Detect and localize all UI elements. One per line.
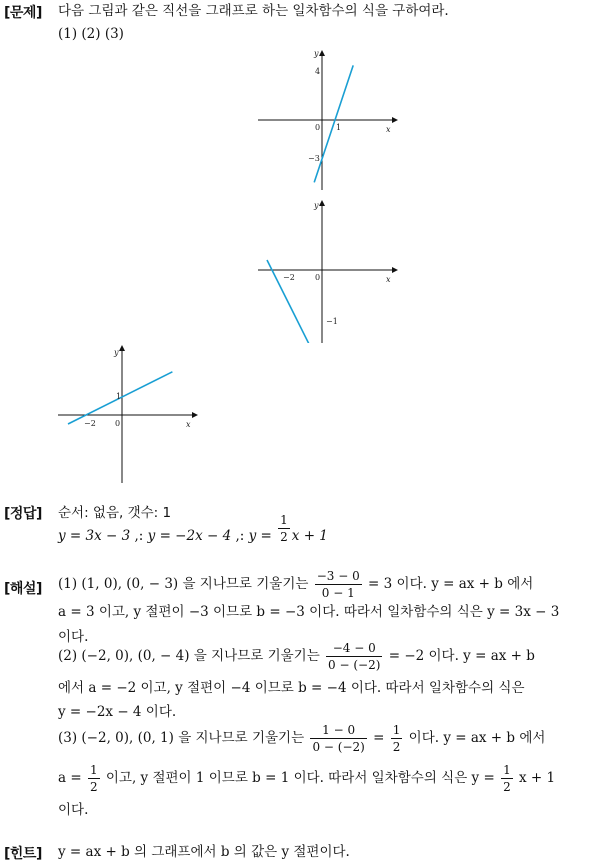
solution-p1-fnum: −3 − 0 (316, 569, 360, 583)
solution-p3-cfrac (88, 762, 100, 795)
answer-2: y = −2x − 4 (147, 528, 232, 544)
hint-text: y = ax + b 의 그래프에서 b 의 값은 y 절편이다. (58, 844, 350, 860)
solution-p2-fnum: −4 − 0 (326, 640, 382, 657)
graph-1-origin: 0 (315, 123, 321, 132)
graph-3-x-arrow (192, 412, 198, 418)
answer-sep-2: ,: (231, 528, 249, 544)
solution-p3-efrac (501, 762, 513, 795)
hint-tag: [힌트] (4, 846, 42, 862)
graph-2 (250, 198, 400, 343)
graph-2-axis-x-label: x (386, 275, 391, 284)
solution-tag: [해설] (4, 581, 42, 597)
solution-p3-cnum: 1 (89, 763, 98, 777)
answer-1: y = 3x − 3 (58, 528, 131, 544)
graph-2-x-arrow (392, 267, 398, 273)
answer-meta: 순서: 없음, 갯수: 1 (58, 505, 172, 521)
answer-3-num: 1 (280, 513, 288, 527)
graph-2-origin: 0 (315, 273, 321, 282)
solution-p1-line1 (58, 568, 588, 601)
graph-1-tick-4: 4 (315, 67, 321, 76)
solution-p3-hnum: 1 (392, 723, 401, 737)
solution-p3-fnum: 1 − 0 (310, 722, 366, 739)
answer-tag: [정답] (4, 506, 42, 522)
graph-3-origin: 0 (115, 419, 121, 428)
solution-p2-fraction (326, 640, 382, 673)
solution-p3-fraction (310, 722, 366, 755)
graph-1-y-arrow (319, 50, 325, 56)
graph-1-axis-y-label: y (314, 49, 319, 58)
solution-p3-fden: 0 − (−2) (312, 740, 365, 754)
solution-p1-a: (1) (1, 0), (0, − 3) 을 지나므로 기울기는 (58, 576, 309, 592)
graph-3-y-arrow (119, 345, 125, 351)
solution-p3-b: 이다. y = ax + b 에서 (408, 730, 546, 746)
graph-1-tick-neg3: −3 (308, 154, 320, 163)
solution-p2-b: = −2 이다. y = ax + b (388, 648, 535, 664)
graph-3-tick-neg2: −2 (84, 419, 96, 428)
solution-p3-line1 (58, 722, 588, 755)
answer-3-post: x + 1 (291, 528, 328, 544)
solution-p1-d: 이다. (58, 629, 89, 645)
solution-p1-fden: 0 − 1 (321, 586, 355, 600)
solution-p3-eq: = (373, 730, 385, 746)
answer-3-den: 2 (280, 530, 288, 544)
answer-3-fraction (278, 512, 290, 545)
solution-p3-cden: 2 (89, 780, 98, 794)
solution-p3-c3: x + 1 (519, 770, 556, 786)
solution-p3-c2: 이고, y 절편이 1 이므로 b = 1 이다. 따라서 일차함수의 식은 y = (105, 770, 495, 786)
answer-sep-1: ,: (130, 528, 148, 544)
solution-p2-line1 (58, 640, 588, 673)
graph-3-axis-x-label: x (186, 420, 191, 429)
solution-p2-a: (2) (−2, 0), (0, − 4) 을 지나므로 기울기는 (58, 648, 320, 664)
graph-2-tick-neg2: −2 (283, 273, 295, 282)
problem-subparts: (1) (2) (3) (58, 26, 124, 42)
solution-p3-d: 이다. (58, 802, 89, 818)
solution-p3-c1: a = (58, 770, 82, 786)
graph-1 (250, 48, 400, 190)
graph-2-y-arrow (319, 200, 325, 206)
solution-p2-d: y = −2x − 4 이다. (58, 704, 177, 720)
solution-p1-fraction (315, 568, 362, 601)
answer-3-pre: y = (248, 528, 277, 544)
graph-2-axis-y-label: y (314, 201, 319, 210)
graph-1-tick-1: 1 (336, 123, 342, 132)
graph-3-tick-1: 1 (116, 392, 122, 401)
solution-p3-line2 (58, 762, 588, 795)
graph-3 (52, 343, 202, 485)
solution-p1-c: a = 3 이고, y 절편이 −3 이므로 b = −3 이다. 따라서 일차함수의 식은 y = 3x − 3 (58, 604, 560, 620)
graph-2-tick-neg1: −1 (326, 317, 338, 326)
graph-1-x-arrow (392, 117, 398, 123)
solution-p3-enum: 1 (503, 763, 511, 777)
problem-tag: [문제] (4, 5, 42, 21)
solution-p2-c: 에서 a = −2 이고, y 절편이 −4 이므로 b = −4 이다. 따라서 일차함수의 식은 (58, 680, 525, 696)
graph-1-axis-x-label: x (386, 125, 391, 134)
problem-text: 다음 그림과 같은 직선을 그래프로 하는 일차함수의 식을 구하여라. (58, 3, 449, 19)
solution-p3-eden: 2 (503, 780, 511, 794)
solution-p3-half (391, 722, 403, 755)
solution-p2-fden: 0 − (−2) (328, 658, 381, 672)
solution-p1-b: = 3 이다. y = ax + b 에서 (368, 576, 534, 592)
graph-3-axis-y-label: y (114, 348, 119, 357)
solution-p3-hden: 2 (392, 740, 401, 754)
solution-p3-a: (3) (−2, 0), (0, 1) 을 지나므로 기울기는 (58, 730, 305, 746)
